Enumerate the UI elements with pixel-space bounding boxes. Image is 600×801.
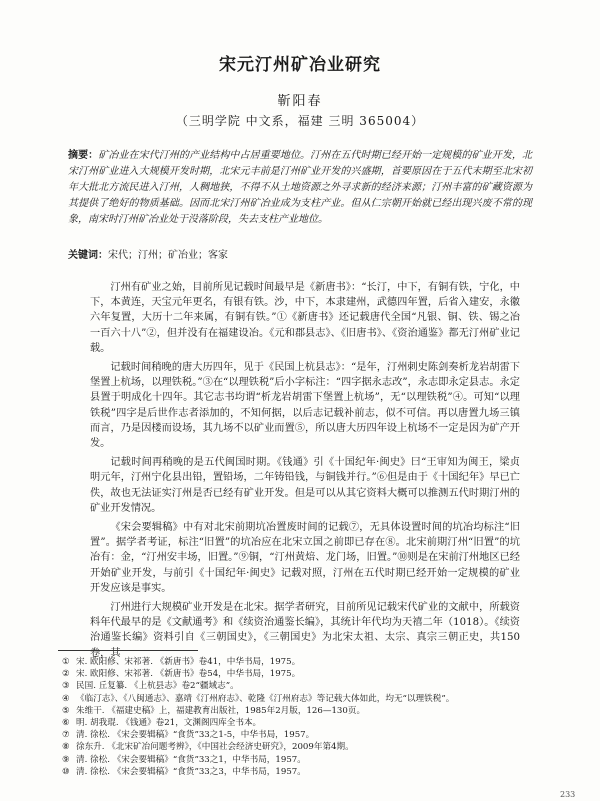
footnote-mark: ③ [62, 681, 70, 692]
footnote-text: 宋. 欧阳修、宋祁著. 《新唐书》卷54，中华书局，1975。 [76, 669, 301, 680]
abstract-text: 矿冶业在宋代汀州的产业结构中占居重要地位。汀州在五代时期已经开始一定规模的矿业开发，北宋汀州矿业进入大规模开发时期，北宋元丰前是汀州矿业开发的兴盛期，首要原因在于五代末期至北宋初年大批北方流民进入汀州，人稠地狭，不得不从土地资源之外寻求新的经济来源；汀州丰富的矿藏资源为其提供了绝好的物质基础。因而北宋汀州矿冶业成为支柱产业。但从仁宗朝开始就已经出现兴废不常的现象，南宋时汀州矿冶业处于没落阶段，失去支柱产业地位。 [68, 150, 533, 225]
keywords [68, 246, 532, 261]
footnote-text: 清. 徐松. 《宋会要辑稿》“食货”33之3，中华书局，1957。 [76, 766, 306, 777]
abstract [68, 148, 532, 228]
footnote-text: 徐东升. 《北宋矿冶问题考辨》，《中国社会经济史研究》，2009年第4期。 [76, 742, 354, 753]
footnote-text: 朱维干. 《福建史稿》上，福建教育出版社，1985年2月版，126—130页。 [76, 705, 366, 716]
footnote-text: 民国. 丘复纂. 《上杭县志》卷2“疆域志”。 [76, 681, 239, 692]
author-affiliation: （三明学院 中文系，福建 三明 365004） [175, 114, 425, 128]
footnote-text: 宋. 欧阳修、宋祁著. 《新唐书》卷41，中华书局，1975。 [76, 657, 301, 667]
footnote-text: 《临汀志》、《八闽通志》、嘉靖《汀州府志》、乾隆《汀州府志》等记载大体如此，均无“以理铁税”。 [76, 693, 455, 704]
footnote-item [62, 729, 532, 741]
footnote-mark: ⑨ [62, 754, 70, 765]
footnote-divider [58, 650, 198, 651]
footnote-text: 清. 徐松. 《宋会要辑稿》“食货”33之1，中华书局，1957。 [76, 754, 306, 765]
paper-title: 宋元汀州矿冶业研究 [219, 55, 381, 75]
footnote-item [62, 668, 532, 680]
keywords-text: 宋代；汀州；矿冶业；客家 [108, 250, 228, 261]
footnote-item [62, 717, 532, 729]
footnote-mark: ① [62, 657, 70, 667]
footnote-item [62, 656, 532, 668]
footnote-item [62, 754, 532, 766]
footnote-item [62, 705, 532, 717]
footnote-mark: ⑧ [62, 742, 70, 753]
keywords-label: 关键词： [68, 250, 108, 261]
footnote-mark: ④ [62, 693, 70, 704]
footnote-mark: ② [62, 669, 70, 680]
footnote-item [62, 680, 532, 692]
footnote-mark: ⑤ [62, 705, 70, 716]
author-name: 靳阳春 [277, 94, 323, 109]
footnote-mark: ⑥ [62, 718, 70, 729]
footnote-mark: ⑦ [62, 730, 70, 741]
abstract-label: 摘要： [68, 150, 99, 161]
footnote-text: 明. 胡我琨. 《钱通》卷21，文渊阁四库全书本。 [76, 718, 262, 729]
page-number: 233 [560, 790, 576, 799]
footnotes [62, 656, 532, 778]
footnote-mark: ⑩ [62, 766, 70, 777]
body-paragraph: 汀州有矿业之始，目前所见记载时间最早是《新唐书》：“长汀，中下，有铜有铁，宁化，中下，本黄连，天宝元年更名，有银有铁。沙，中下，本隶建州，武德四年置，后省入建安，永徽六年复置，大历十二年来属，有铜有铁。”①《新唐书》还记载唐代全国“凡银、铜、铁、锡之冶一百六十八”②，但并没有在福建设冶。《元和郡县志》、《旧唐书》、《资治通鉴》都无汀州矿业记载。 [90, 282, 520, 354]
body-paragraph: 《宋会要辑稿》中有对北宋前期坑冶置废时间的记载⑦，无具体设置时间的坑冶均标注“旧置”。据学者考证，标注“旧置”的坑冶应在北宋立国之前即已存在⑧。北宋前期汀州“旧置”的坑冶有：金，“汀州安丰场，旧置。”⑨铜，“汀州黄焙、龙门场，旧置。”⑩则是在宋前汀州地区已经开始矿业开发，与前引《十国纪年·闽史》记载对照，汀州在五代时期已经开始一定规模的矿业开发应该是事实。 [90, 522, 520, 594]
footnote-item [62, 693, 532, 705]
body-paragraph: 记载时间再稍晚的是五代闽国时期。《钱通》引《十国纪年·闽史》曰“王审知为闽王，梁贞明元年，汀州宁化县出铅，置铅场，二年铸铅钱，与铜钱并行。”⑥但是由于《十国纪年》早已亡佚，故也无法证实汀州是否已经有矿业开发。但是可以从其它资料大概可以推测五代时期汀州的矿业开发情况。 [90, 457, 520, 514]
body-text [90, 280, 520, 665]
footnote-item [62, 766, 532, 778]
footnote-item [62, 741, 532, 753]
footnote-text: 清. 徐松. 《宋会要辑稿》“食货”33之1-5，中华书局，1957。 [76, 730, 315, 741]
body-paragraph: 汀州进行大规模矿业开发是在北宋。据学者研究，目前所见记载宋代矿业的文献中，所载资料年代最早的是《文献通考》和《续资治通鉴长编》，其统计年代均为天禧二年（1018）。《续资治通鉴长编》资料引自《三朝国史》，《三朝国史》为北宋太祖、太宗、真宗三朝正史，共150卷，其 [90, 602, 520, 659]
body-paragraph: 记载时间稍晚的唐大历四年，见于《民国上杭县志》：“是年，汀州刺史陈剑奏析龙岩胡雷下堡置上杭场，以理铁税。”③在“以理铁税”后小字标注：“四字据永志改”，永志即永定县志。永定县置于明成化十四年。其它志书均谓“析龙岩胡雷下堡置上杭场”，无“以理铁税”④。可知“以理铁税”四字是后世作志者添加的，不知何据，以后志记载补前志，似不可信。再以唐置九场三镇而言，乃是因楼而设场，其九场不以矿业而置⑤，所以唐大历四年设上杭场不一定是因为矿产开发。 [90, 362, 520, 450]
